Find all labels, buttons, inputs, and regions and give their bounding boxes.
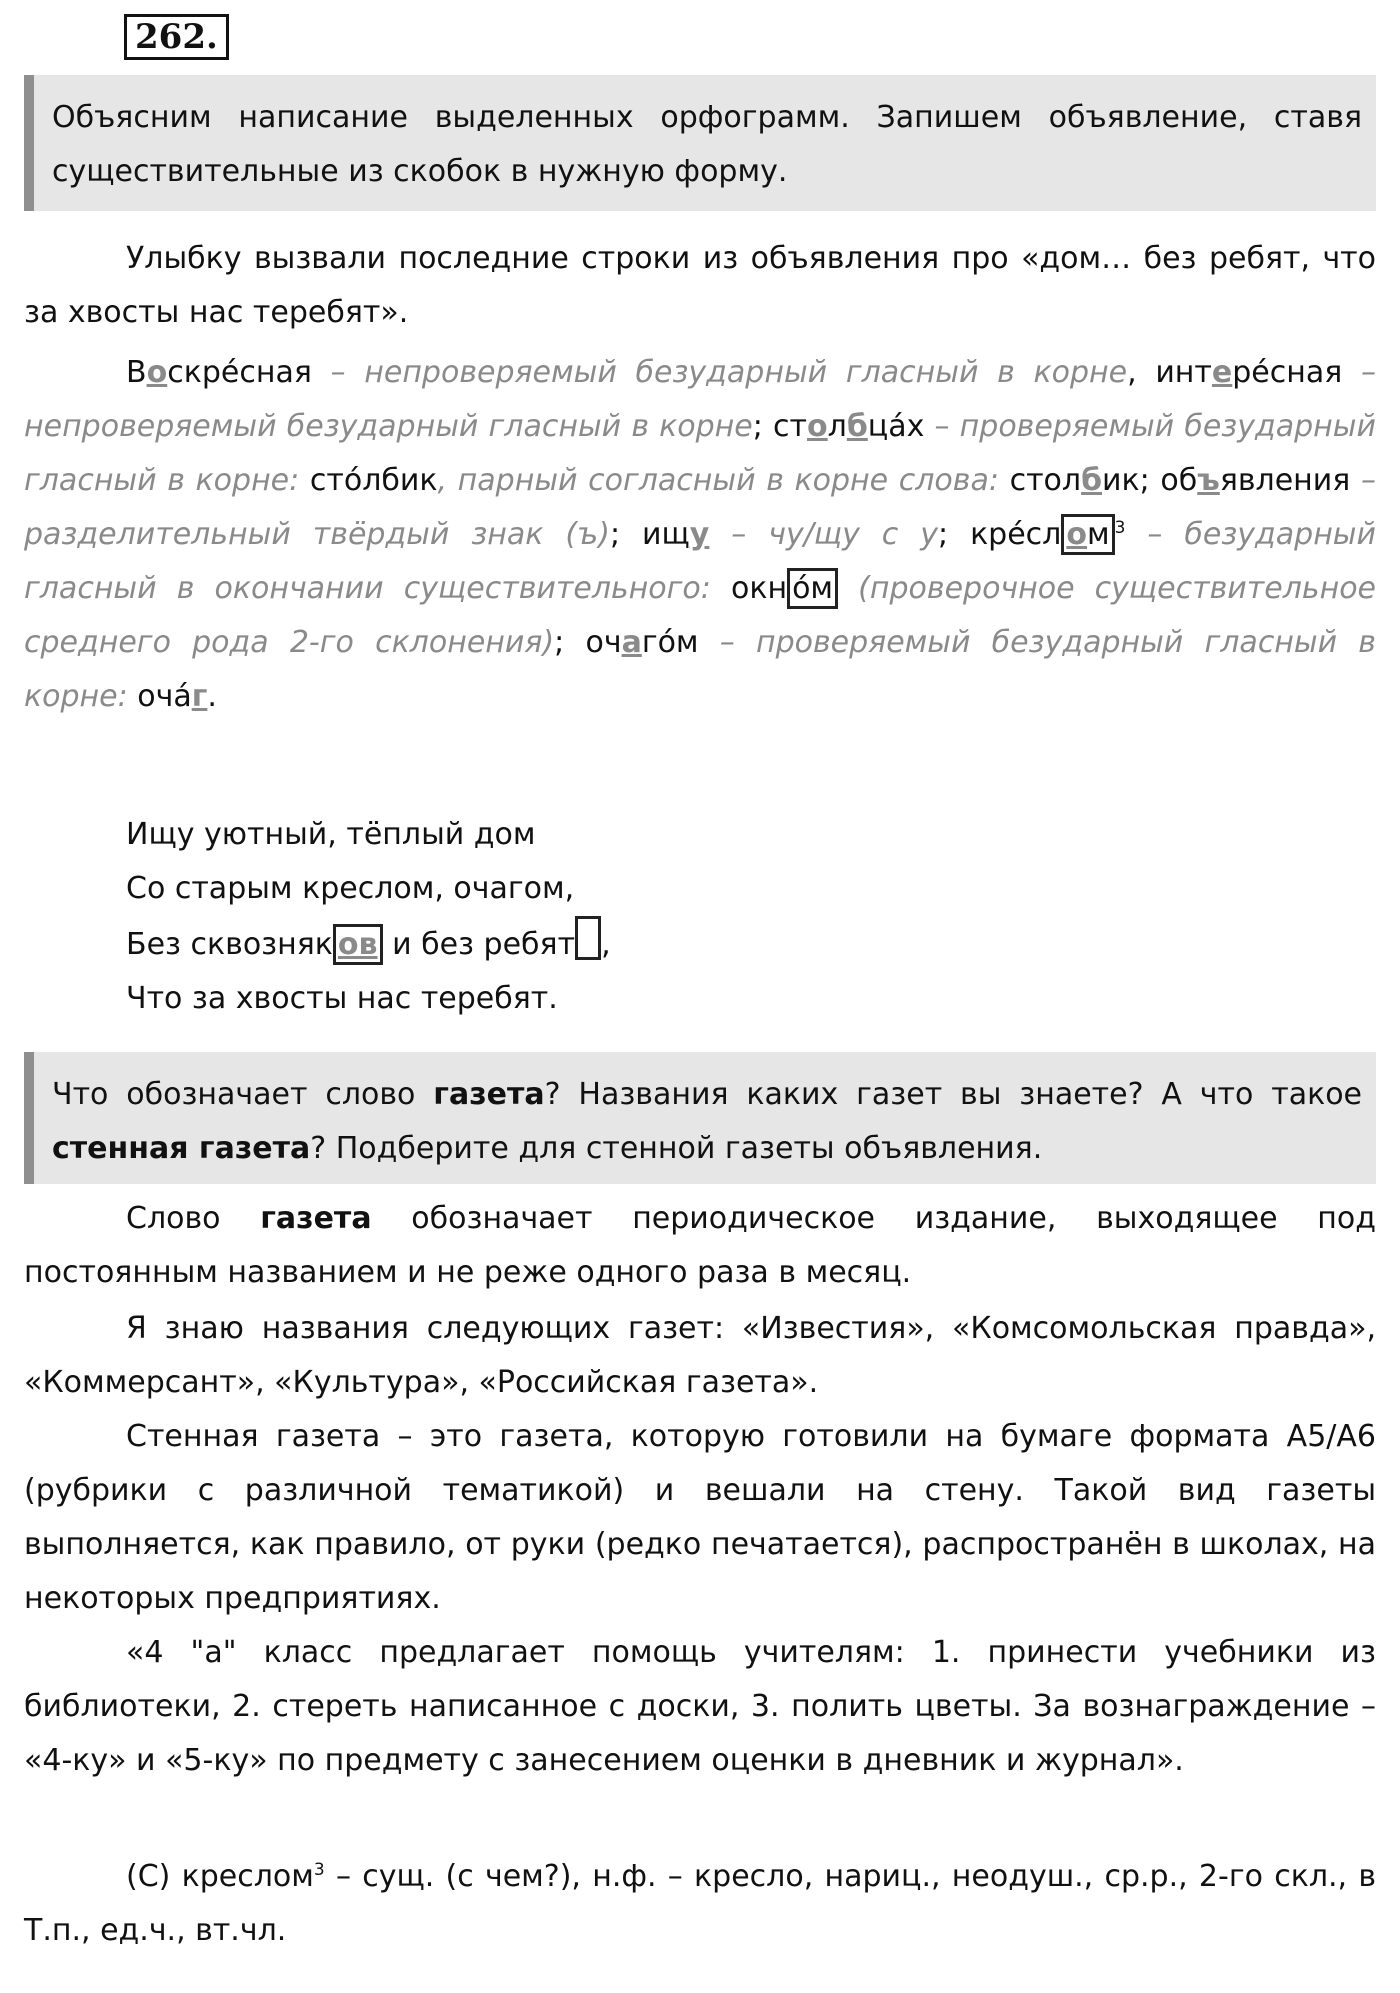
word-obyavleniya: объявления — [1160, 463, 1351, 498]
poem — [126, 808, 611, 1026]
poem-line-2: Со старым креслом, очагом, — [126, 871, 575, 906]
word-ishchu: ищу — [642, 517, 710, 552]
ending-box: ом — [1061, 514, 1114, 555]
orthogram-analysis: Воскре́сная – непроверяемый безударный гласный в корне, интере́сная – непроверяемый безударный гласный в корне; столбца́х – проверяемый безударный гласный в корне: сто́лбик, парный согласный в корне слова: столбик; объявления – разделительный твёрдый знак (ъ); ищу – чу/щу с у; кре́сл ом $^3$ – безударный гласный в окончании существительного: окн о́м (проверочное существительное среднего рода 2-го склонения); очаго́м – проверяемый безударный гласный в корне: оча́г. — [24, 355, 1376, 714]
word-oknom: окн о́м — [731, 568, 838, 609]
poem-line-4: Что за хвосты нас теребят. — [126, 981, 558, 1016]
word-ochag: оча́г — [137, 679, 208, 714]
poem-line-1: Ищу уютный, тёплый дом — [126, 817, 536, 852]
ending-box: о́м — [787, 568, 838, 609]
word-interesnaya: интере́сная — [1155, 355, 1343, 390]
ending-box: ов — [333, 924, 383, 965]
word-stolbik: столбик — [1009, 463, 1140, 498]
intro-paragraph: Улыбку вызвали последние строки из объявления про «дом… без ребят, что за хвосты нас теребят». — [24, 241, 1376, 330]
exercise-number: 262. — [124, 14, 229, 60]
parse-note: (С) креслом$^3$ – сущ. (с чем?), н.ф. – кресло, нариц., неодуш., ср.р., 2-го скл., в Т.п., ед.ч., вт.чл. — [24, 1859, 1376, 1948]
word-stolbik-check: сто́лбик — [309, 463, 438, 498]
word-voskresnaya: Воскре́сная — [126, 355, 312, 390]
task-box-1: Объясним написание выделенных орфограмм. Запишем объявление, ставя существительные из скобок в нужную форму. — [24, 75, 1376, 211]
task-box-2: Что обозначает слово газета? Названия каких газет вы знаете? А что такое стенная газета? Подберите для стенной газеты объявления. — [24, 1052, 1376, 1184]
answer-paragraph-1: Слово газета обозначает периодическое издание, выходящее под постоянным названием и не реже одного раза в месяц. — [24, 1201, 1376, 1290]
answer-paragraph-3: Стенная газета – это газета, которую готовили на бумаге формата А5/А6 (рубрики с различной тематикой) и вешали на стену. Такой вид газеты выполняется, как правило, от руки (редко печатается), распространён в школах, на некоторых предприятиях. — [24, 1419, 1376, 1616]
word-ochagom: очаго́м — [585, 625, 699, 660]
poem-line-3: Без сквозняк ов и без ребят , — [126, 916, 611, 972]
answer-paragraph-4: «4 "а" класс предлагает помощь учителям: 1. принести учебники из библиотеки, 2. стереть написанное с доски, 3. полить цветы. За вознаграждение – «4-ку» и «5-ку» по предмету с занесением оценки в дневник и журнал». — [24, 1635, 1376, 1778]
word-stolbtsakh: столбца́х — [773, 409, 925, 444]
answer-paragraph-2: Я знаю названия следующих газет: «Известия», «Комсомольская правда», «Коммерсант», «Культура», «Российская газета». — [24, 1311, 1376, 1400]
empty-ending-box — [575, 916, 601, 960]
word-kreslom: кре́сл ом $^3$ — [970, 517, 1125, 552]
